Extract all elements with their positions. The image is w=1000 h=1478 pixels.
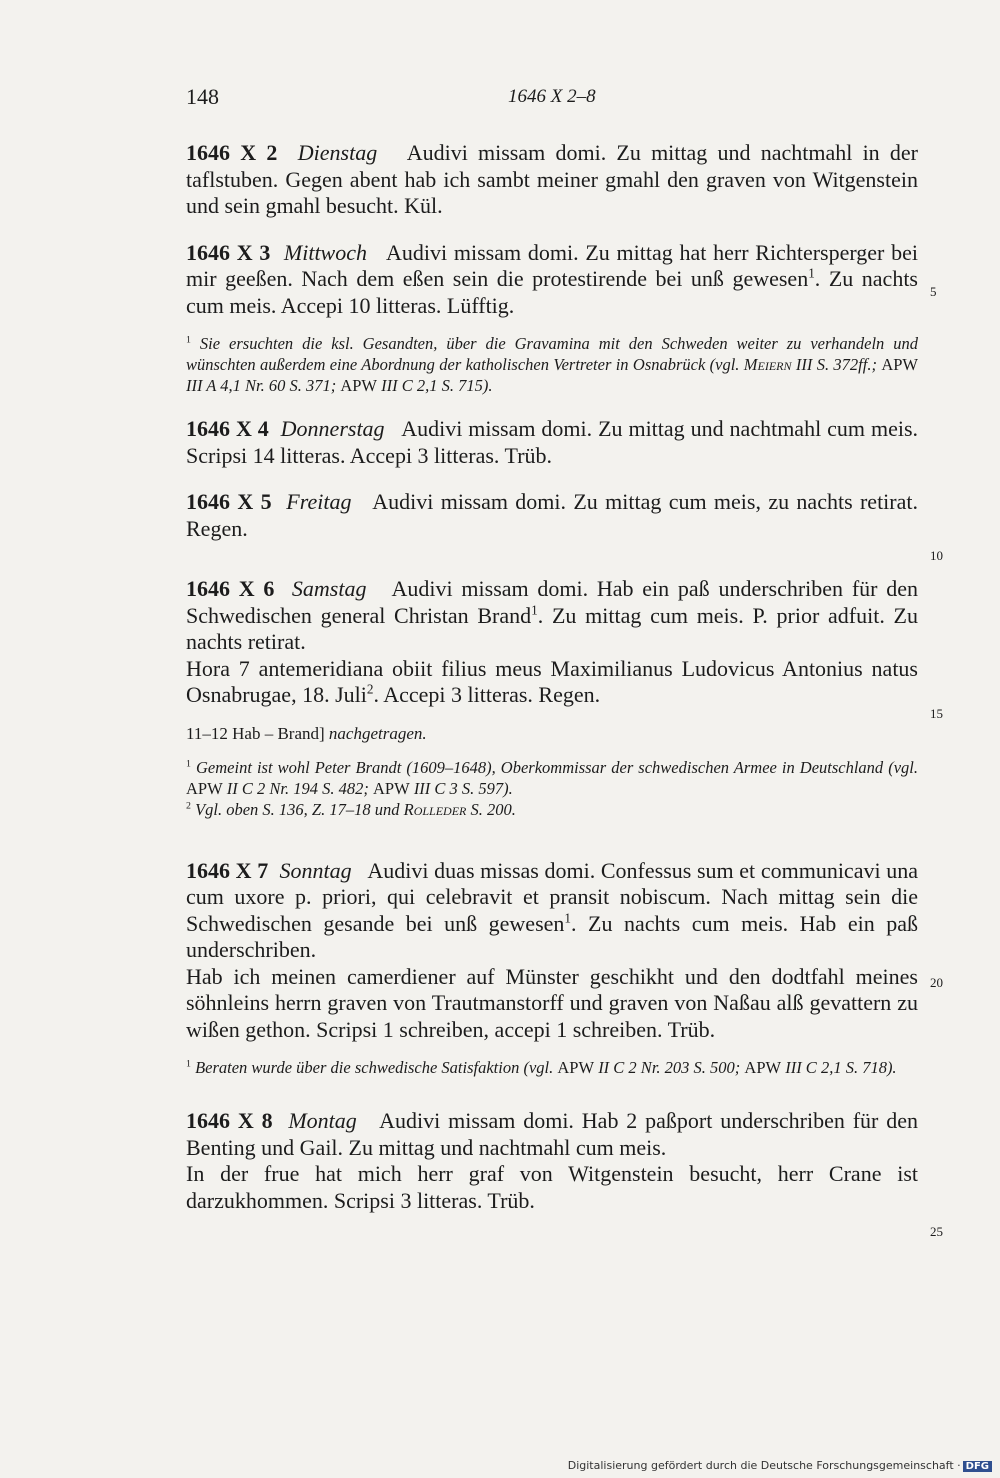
footnote-block [186, 333, 918, 396]
entry-text: . Zu nachts cum meis. Accepi 10 litteras. Lüfftig. [186, 266, 918, 318]
entry-text: In der frue hat mich herr graf von Witgenstein besucht, herr Crane ist darzukhommen. Scripsi 3 litteras. Trüb. [186, 1161, 918, 1213]
entry-1646-x-2 [186, 140, 918, 220]
entry-date: 1646 X 3 [186, 239, 271, 265]
entry-text: Audivi missam domi. Zu mittag hat herr Richtersperger bei mir geeßen. Nach dem eßen sein die protestirende bei unß gewesen [186, 239, 918, 291]
footnote: $^2$ Vgl. oben S. 136, Z. 17–18 und Rolleder S. 200. [186, 799, 516, 819]
entry-1646-x-4 [186, 416, 918, 469]
footnote-ref: 2 [366, 681, 374, 697]
line-number: 15 [930, 706, 943, 721]
footnote-ref: 1 [531, 602, 538, 618]
line-number: 20 [930, 975, 943, 990]
entry-day: Sonntag [279, 857, 352, 883]
footnote: $^1$ Sie ersuchten die ksl. Gesandten, über die Gravamina mit den Schweden weiter zu verhandeln und wünschten außerdem eine Abordnung der katholischen Vertreter in Osnabrück (vgl. Meiern III S. 372ff.; APW III A 4,1 Nr. 60 S. 371; APW III C 2,1 S. 715). [186, 334, 918, 395]
entry-1646-x-7 [186, 858, 918, 1079]
entry-day: Mittwoch [283, 239, 367, 265]
entry-date: 1646 X 8 [186, 1108, 273, 1133]
entry-text: . Zu nachts cum meis. Hab ein paß underschriben. [186, 910, 918, 962]
footnote: $^1$ Gemeint ist wohl Peter Brandt (1609–1648), Oberkommissar der schwedischen Armee in Deutschland (vgl. APW II C 2 Nr. 194 S. 482; APW III C 3 S. 597). [186, 757, 919, 798]
entry-date: 1646 X 5 [186, 489, 272, 514]
entry-text: Audivi missam domi. Zu mittag und nachtmahl in der taflstuben. Gegen abent hab ich sambt meiner gmahl den graven von Witgenstein und sein gmahl besucht. Kül. [186, 140, 918, 218]
footnote-block [186, 1057, 918, 1078]
entry-text: Audivi missam domi. Zu mittag und nachtmahl cum meis. Scripsi 14 litteras. Accepi 3 litteras. Trüb. [186, 416, 919, 468]
dfg-logo: DFG [963, 1461, 992, 1472]
entry-day: Montag [288, 1108, 357, 1133]
digitization-footer [568, 1459, 992, 1472]
page-header [186, 84, 916, 114]
footer-text: Digitalisierung gefördert durch die Deutsche Forschungsgemeinschaft · [567, 1459, 961, 1472]
entry-date: 1646 X 2 [186, 140, 278, 165]
line-number: 5 [930, 284, 937, 299]
entry-text: . Accepi 3 litteras. Regen. [373, 682, 601, 707]
entry-1646-x-5 [186, 489, 918, 542]
entry-1646-x-3 [186, 240, 918, 397]
footnote-ref: 1 [564, 910, 571, 926]
entry-text: . Zu mittag cum meis. P. prior adfuit. Zu nachts retirat. [186, 602, 919, 654]
entry-text: Audivi duas missas domi. Confessus sum et communicavi una cum uxore p. priori, qui celebravit et pransit nobiscum. Nach mittag sein die Schwedischen gesande bei unß gewesen [186, 857, 918, 936]
line-number: 25 [930, 1224, 943, 1239]
footnote: $^1$ Beraten wurde über die schwedische Satisfaktion (vgl. APW II C 2 Nr. 203 S. 500; APW III C 2,1 S. 718). [186, 1058, 897, 1077]
footnote-ref: 1 [808, 265, 815, 281]
entry-day: Freitag [286, 489, 352, 514]
entry-1646-x-8 [186, 1108, 918, 1214]
entry-text: Hora 7 antemeridiana obiit filius meus Maximilianus Ludovicus Antonius natus Osnabrugae, 18. Juli [186, 655, 918, 707]
entry-text: Audivi missam domi. Hab 2 paßport underschriben für den Benting und Gail. Zu mittag und nachtmahl cum meis. [186, 1108, 918, 1160]
page-number: 148 [186, 84, 219, 109]
textual-note: 11–12 Hab – Brand] nachgetragen. [186, 723, 427, 743]
entry-day: Dienstag [297, 140, 378, 165]
entry-date: 1646 X 7 [186, 857, 269, 883]
running-head: 1646 X 2–8 [508, 86, 596, 107]
entry-date: 1646 X 6 [186, 576, 275, 601]
entry-day: Donnerstag [280, 416, 385, 441]
main-text [186, 140, 918, 1234]
entry-day: Samstag [291, 576, 367, 601]
entry-1646-x-6 [186, 576, 918, 820]
entry-text: Hab ich meinen camerdiener auf Münster geschikht und den dodtfahl meines söhnleins herrn graven von Trautmanstorff und graven von Naßau alß gevattern zu wißen gethon. Scripsi 1 schreiben, accepi 1 schreiben. Trüb. [186, 963, 918, 1042]
entry-text: Audivi missam domi. Hab ein paß underschriben für den Schwedischen general Christan Brand [186, 576, 918, 628]
entry-text: Audivi missam domi. Zu mittag cum meis, zu nachts retirat. Regen. [186, 489, 918, 541]
entry-date: 1646 X 4 [186, 416, 269, 441]
line-number: 10 [930, 548, 943, 563]
footnote-block [186, 723, 918, 820]
